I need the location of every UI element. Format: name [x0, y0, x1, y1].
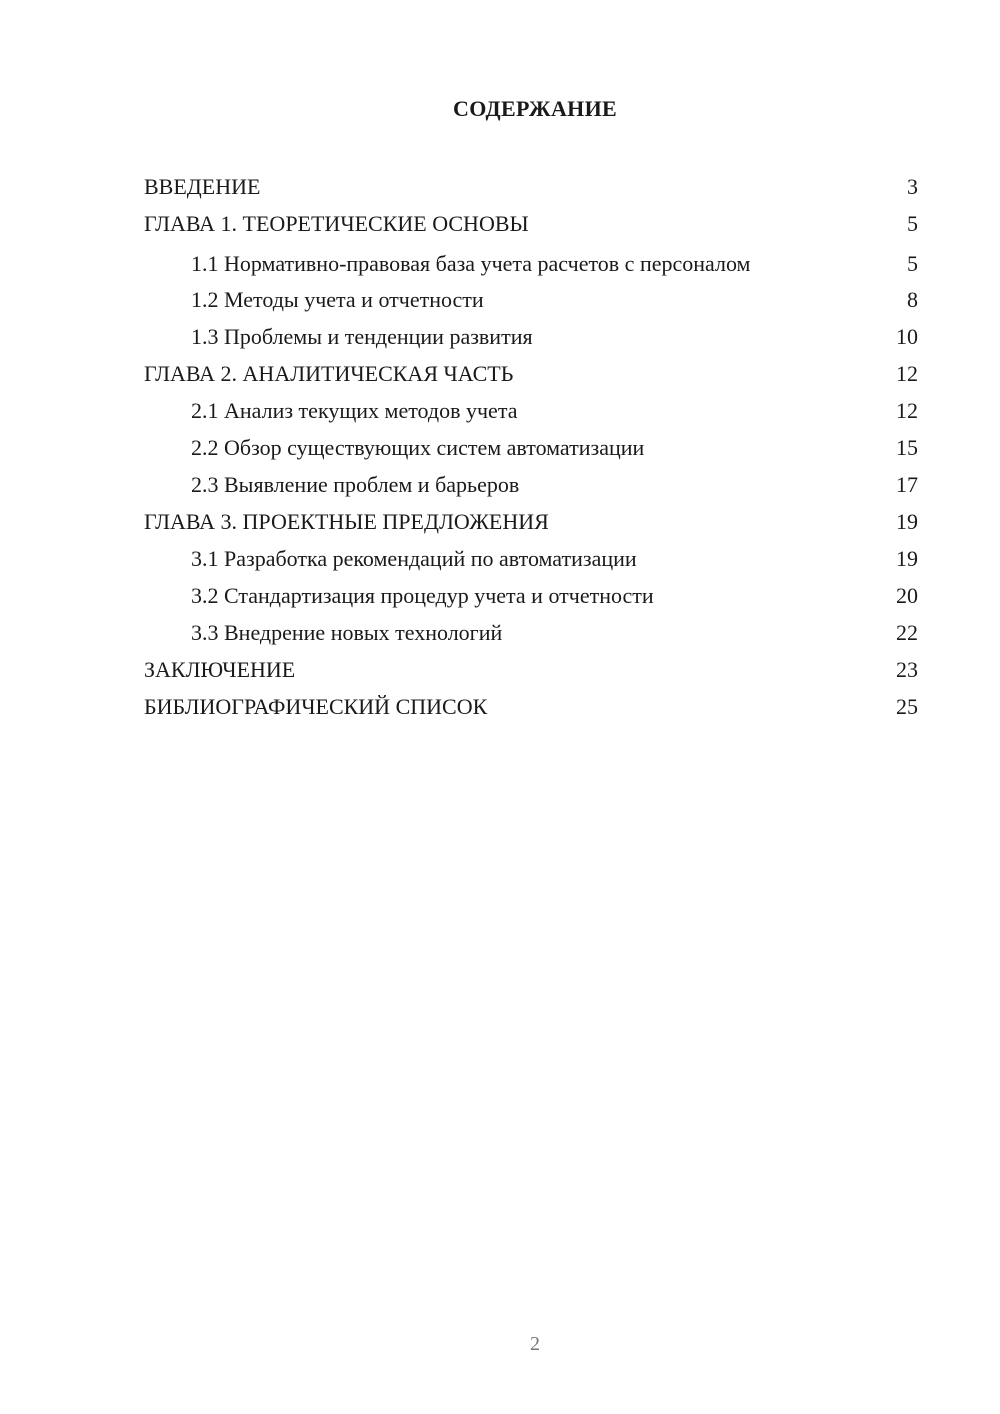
toc-entry-page: 12	[896, 398, 918, 423]
toc-entry-label: 1.2 Методы учета и отчетности	[191, 287, 484, 312]
toc-entry-label: ГЛАВА 3. ПРОЕКТНЫЕ ПРЕДЛОЖЕНИЯ	[144, 509, 549, 534]
toc-entry[interactable]	[144, 244, 918, 281]
toc-entry-page: 17	[896, 472, 918, 497]
toc-entry[interactable]	[144, 577, 918, 614]
toc-entry-label: 1.3 Проблемы и тенденции развития	[191, 324, 533, 349]
toc-entry[interactable]	[144, 688, 918, 725]
toc-entry-label: 2.3 Выявление проблем и барьеров	[191, 472, 520, 497]
page-number: 2	[530, 1333, 540, 1355]
toc-entry[interactable]	[144, 614, 918, 651]
toc-entry-page: 8	[907, 287, 918, 312]
toc-entry-label: ЗАКЛЮЧЕНИЕ	[144, 657, 296, 682]
toc-entry-label: 3.2 Стандартизация процедур учета и отчетности	[191, 583, 654, 608]
toc-entry-page: 3	[907, 174, 918, 199]
toc-entry-label: 1.1 Нормативно-правовая база учета расчетов с персоналом	[191, 251, 751, 276]
toc-entry-label: 2.1 Анализ текущих методов учета	[191, 398, 518, 423]
toc-entry-page: 5	[907, 211, 918, 236]
toc-entry[interactable]	[144, 651, 918, 688]
toc-entry-page: 19	[896, 509, 918, 534]
toc-entry-page: 22	[896, 620, 918, 645]
toc-list	[144, 168, 918, 725]
toc-entry-page: 10	[896, 324, 918, 349]
toc-entry-label: 3.3 Внедрение новых технологий	[191, 620, 503, 645]
toc-entry-page: 23	[896, 657, 918, 682]
toc-entry-label: ВВЕДЕНИЕ	[144, 174, 261, 199]
toc-entry[interactable]	[144, 540, 918, 577]
toc-entry[interactable]	[144, 392, 918, 429]
toc-entry-page: 25	[896, 694, 918, 719]
toc-entry[interactable]	[144, 205, 918, 242]
toc-entry-page: 12	[896, 361, 918, 386]
toc-entry-label: 2.2 Обзор существующих систем автоматизации	[191, 435, 645, 460]
toc-entry[interactable]	[144, 281, 918, 318]
toc-entry-label: БИБЛИОГРАФИЧЕСКИЙ СПИСОК	[144, 694, 488, 719]
toc-entry[interactable]	[144, 168, 918, 205]
toc-title: СОДЕРЖАНИЕ	[453, 96, 617, 121]
toc-entry[interactable]	[144, 466, 918, 503]
toc-entry[interactable]	[144, 355, 918, 392]
toc-entry[interactable]	[144, 429, 918, 466]
toc-entry-page: 5	[907, 251, 918, 276]
toc-entry-page: 19	[896, 546, 918, 571]
toc-entry-label: 3.1 Разработка рекомендаций по автоматизации	[191, 546, 637, 571]
toc-entry-label: ГЛАВА 2. АНАЛИТИЧЕСКАЯ ЧАСТЬ	[144, 361, 514, 386]
toc-entry[interactable]	[144, 503, 918, 540]
toc-entry[interactable]	[144, 318, 918, 355]
toc-entry-label: ГЛАВА 1. ТЕОРЕТИЧЕСКИЕ ОСНОВЫ	[144, 211, 529, 236]
toc-entry-page: 20	[896, 583, 918, 608]
toc-entry-page: 15	[896, 435, 918, 460]
